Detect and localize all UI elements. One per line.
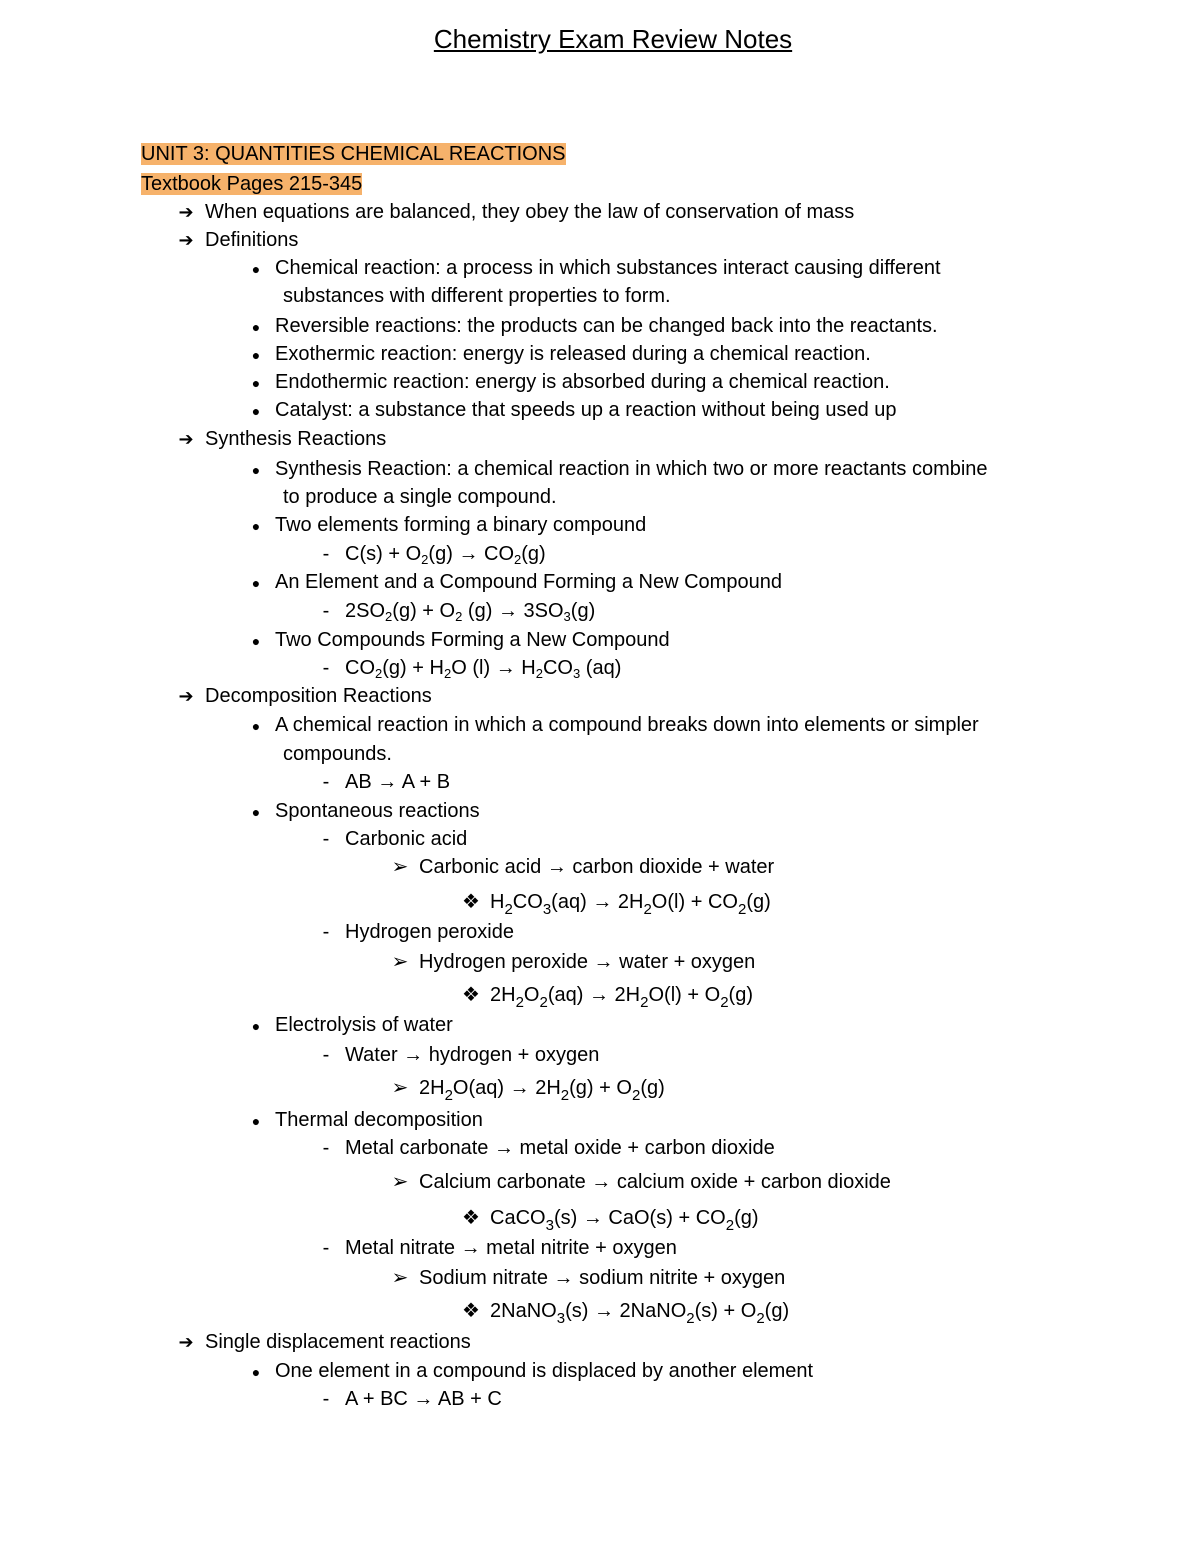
list-item-text: Spontaneous reactions bbox=[275, 800, 480, 822]
list-item bbox=[241, 1357, 813, 1385]
equation: 2NaNO$_3$(s) → 2NaNO$_2$(s) + $O_2(g)$ bbox=[490, 1300, 790, 1327]
chevron-icon: ➢ bbox=[391, 1171, 409, 1193]
chevron-icon: ➢ bbox=[391, 1077, 409, 1099]
diamond-icon: ❖ bbox=[462, 1207, 480, 1229]
list-item bbox=[171, 1328, 471, 1356]
list-item bbox=[456, 1204, 759, 1232]
list-item bbox=[241, 568, 782, 596]
equation: $C(s) + O_2(g) \to CO_2(g)$ bbox=[345, 543, 546, 567]
equation: $2SO_2(g) + O_2$ $(g) \to 3SO_3(g)$ bbox=[345, 600, 596, 624]
arrow-icon: ➔ bbox=[178, 202, 194, 222]
unit-heading bbox=[141, 140, 566, 168]
list-item-text: Two Compounds Forming a New Compound bbox=[275, 629, 670, 651]
word-equation: Hydrogen peroxide → water + oxygen bbox=[419, 951, 756, 973]
list-item bbox=[241, 455, 988, 483]
diamond-icon: ❖ bbox=[462, 984, 480, 1006]
unit-heading-text: UNIT 3: QUANTITIES CHEMICAL REACTIONS bbox=[141, 143, 566, 165]
list-item bbox=[311, 540, 546, 568]
section-heading-decomposition: Decomposition Reactions bbox=[205, 685, 432, 707]
list-item bbox=[456, 1297, 789, 1325]
bullet-icon: ● bbox=[251, 1364, 261, 1380]
list-item bbox=[311, 654, 621, 682]
section-heading-single-displacement: Single displacement reactions bbox=[205, 1331, 471, 1353]
equation: $2H_2O_2(aq) \to 2H_2O(l) + O_2(g)$ bbox=[490, 984, 754, 1011]
equation: CaCO$_3$(s) → $CaO(s) + CO_2(g)$ bbox=[490, 1207, 759, 1234]
list-item-text: Thermal decomposition bbox=[275, 1109, 483, 1131]
page-title: Chemistry Exam Review Notes bbox=[433, 24, 793, 54]
word-equation: Calcium carbonate → calcium oxide + carbon dioxide bbox=[419, 1171, 891, 1193]
word-equation: Sodium nitrate → sodium nitrite + oxygen bbox=[419, 1267, 786, 1289]
list-item-text: A chemical reaction in which a compound breaks down into elements or simpler bbox=[275, 714, 979, 736]
list-item-text: An Element and a Compound Forming a New Compound bbox=[275, 571, 782, 593]
word-equation: Metal nitrate → metal nitrite + oxygen bbox=[345, 1237, 677, 1259]
textbook-pages bbox=[141, 170, 362, 198]
list-item bbox=[241, 340, 871, 368]
arrow-icon: ➔ bbox=[178, 230, 194, 250]
dash-icon: - bbox=[322, 1137, 330, 1159]
list-item bbox=[241, 396, 897, 424]
bullet-icon: ● bbox=[251, 518, 261, 534]
list-item-text: Two elements forming a binary compound bbox=[275, 514, 647, 536]
bullet-icon: ● bbox=[251, 575, 261, 591]
list-item bbox=[311, 918, 514, 946]
dash-icon: - bbox=[322, 1044, 330, 1066]
section-heading-definitions: Definitions bbox=[205, 229, 299, 251]
list-item bbox=[311, 1134, 775, 1162]
list-item bbox=[385, 1168, 891, 1196]
dash-icon: - bbox=[322, 828, 330, 850]
list-item bbox=[241, 626, 670, 654]
bullet-icon: ● bbox=[251, 375, 261, 391]
equation: A + BC → AB + C bbox=[345, 1388, 502, 1410]
list-item bbox=[171, 682, 432, 710]
arrow-icon: ➔ bbox=[178, 1332, 194, 1352]
diamond-icon: ❖ bbox=[462, 1300, 480, 1322]
list-item bbox=[385, 853, 774, 881]
list-item-continuation: substances with different properties to form. bbox=[283, 285, 671, 307]
dash-icon: - bbox=[322, 921, 330, 943]
textbook-pages-text: Textbook Pages 215-345 bbox=[141, 173, 363, 195]
dash-icon: - bbox=[322, 1237, 330, 1259]
equation: $2H_2O(aq) \to 2H_2(g) + O_2(g)$ bbox=[419, 1077, 665, 1104]
bullet-icon: ● bbox=[251, 403, 261, 419]
list-item bbox=[241, 711, 979, 739]
equation: AB → A + B bbox=[345, 771, 451, 793]
list-item bbox=[385, 1074, 665, 1102]
list-item bbox=[171, 198, 854, 226]
word-equation: Water → hydrogen + oxygen bbox=[345, 1044, 600, 1066]
list-item bbox=[311, 1234, 677, 1262]
bullet-icon: ● bbox=[251, 1018, 261, 1034]
list-item-text: Catalyst: a substance that speeds up a reaction without being used up bbox=[275, 399, 897, 421]
arrow-icon: ➔ bbox=[178, 429, 194, 449]
arrow-icon: ➔ bbox=[178, 686, 194, 706]
list-item-text: Chemical reaction: a process in which substances interact causing different bbox=[275, 257, 941, 279]
dash-icon: - bbox=[322, 600, 330, 622]
word-equation: Carbonic acid → carbon dioxide + water bbox=[419, 856, 775, 878]
list-item bbox=[241, 254, 941, 282]
list-item-text: Reversible reactions: the products can be changed back into the reactants. bbox=[275, 315, 938, 337]
list-item bbox=[171, 226, 298, 254]
list-item bbox=[171, 425, 386, 453]
list-item bbox=[456, 981, 753, 1009]
list-item-text: Electrolysis of water bbox=[275, 1014, 453, 1036]
chevron-icon: ➢ bbox=[391, 856, 409, 878]
list-item bbox=[241, 797, 480, 825]
dash-icon: - bbox=[322, 1388, 330, 1410]
word-equation: Metal carbonate → metal oxide + carbon dioxide bbox=[345, 1137, 775, 1159]
list-item bbox=[385, 948, 755, 976]
dash-icon: - bbox=[322, 543, 330, 565]
bullet-icon: ● bbox=[251, 462, 261, 478]
list-item bbox=[311, 825, 467, 853]
chevron-icon: ➢ bbox=[391, 951, 409, 973]
list-item bbox=[311, 1041, 599, 1069]
list-item bbox=[241, 1106, 483, 1134]
bullet-icon: ● bbox=[251, 718, 261, 734]
bullet-icon: ● bbox=[251, 261, 261, 277]
list-item-continuation: to produce a single compound. bbox=[283, 486, 557, 508]
list-item bbox=[456, 888, 771, 916]
list-item-continuation: compounds. bbox=[283, 743, 392, 765]
list-item-text: One element in a compound is displaced by another element bbox=[275, 1360, 814, 1382]
list-item bbox=[241, 368, 890, 396]
list-item-text: Endothermic reaction: energy is absorbed during a chemical reaction. bbox=[275, 371, 890, 393]
list-item bbox=[241, 511, 646, 539]
list-item-text: Carbonic acid bbox=[345, 828, 468, 850]
equation: $CO_2(g) + H_2O$ $(l) \to H_2CO_3$ (aq) bbox=[345, 657, 622, 681]
list-item bbox=[311, 597, 595, 625]
bullet-icon: ● bbox=[251, 1113, 261, 1129]
bullet-icon: ● bbox=[251, 319, 261, 335]
list-item bbox=[241, 312, 938, 340]
equation: $H_2CO_3(aq) \to 2H_2O(l) + CO_2(g)$ bbox=[490, 891, 771, 918]
list-item-text: Hydrogen peroxide bbox=[345, 921, 514, 943]
list-item bbox=[241, 1011, 453, 1039]
list-item-text: When equations are balanced, they obey the law of conservation of mass bbox=[205, 201, 855, 223]
list-item-text: Exothermic reaction: energy is released during a chemical reaction. bbox=[275, 343, 871, 365]
section-heading-synthesis: Synthesis Reactions bbox=[205, 428, 387, 450]
list-item-text: Synthesis Reaction: a chemical reaction in which two or more reactants combine bbox=[275, 458, 988, 480]
list-item bbox=[311, 1385, 502, 1413]
bullet-icon: ● bbox=[251, 804, 261, 820]
list-item bbox=[311, 768, 450, 796]
bullet-icon: ● bbox=[251, 347, 261, 363]
dash-icon: - bbox=[322, 657, 330, 679]
bullet-icon: ● bbox=[251, 633, 261, 649]
chevron-icon: ➢ bbox=[391, 1267, 409, 1289]
list-item bbox=[385, 1264, 785, 1292]
diamond-icon: ❖ bbox=[462, 891, 480, 913]
dash-icon: - bbox=[322, 771, 330, 793]
